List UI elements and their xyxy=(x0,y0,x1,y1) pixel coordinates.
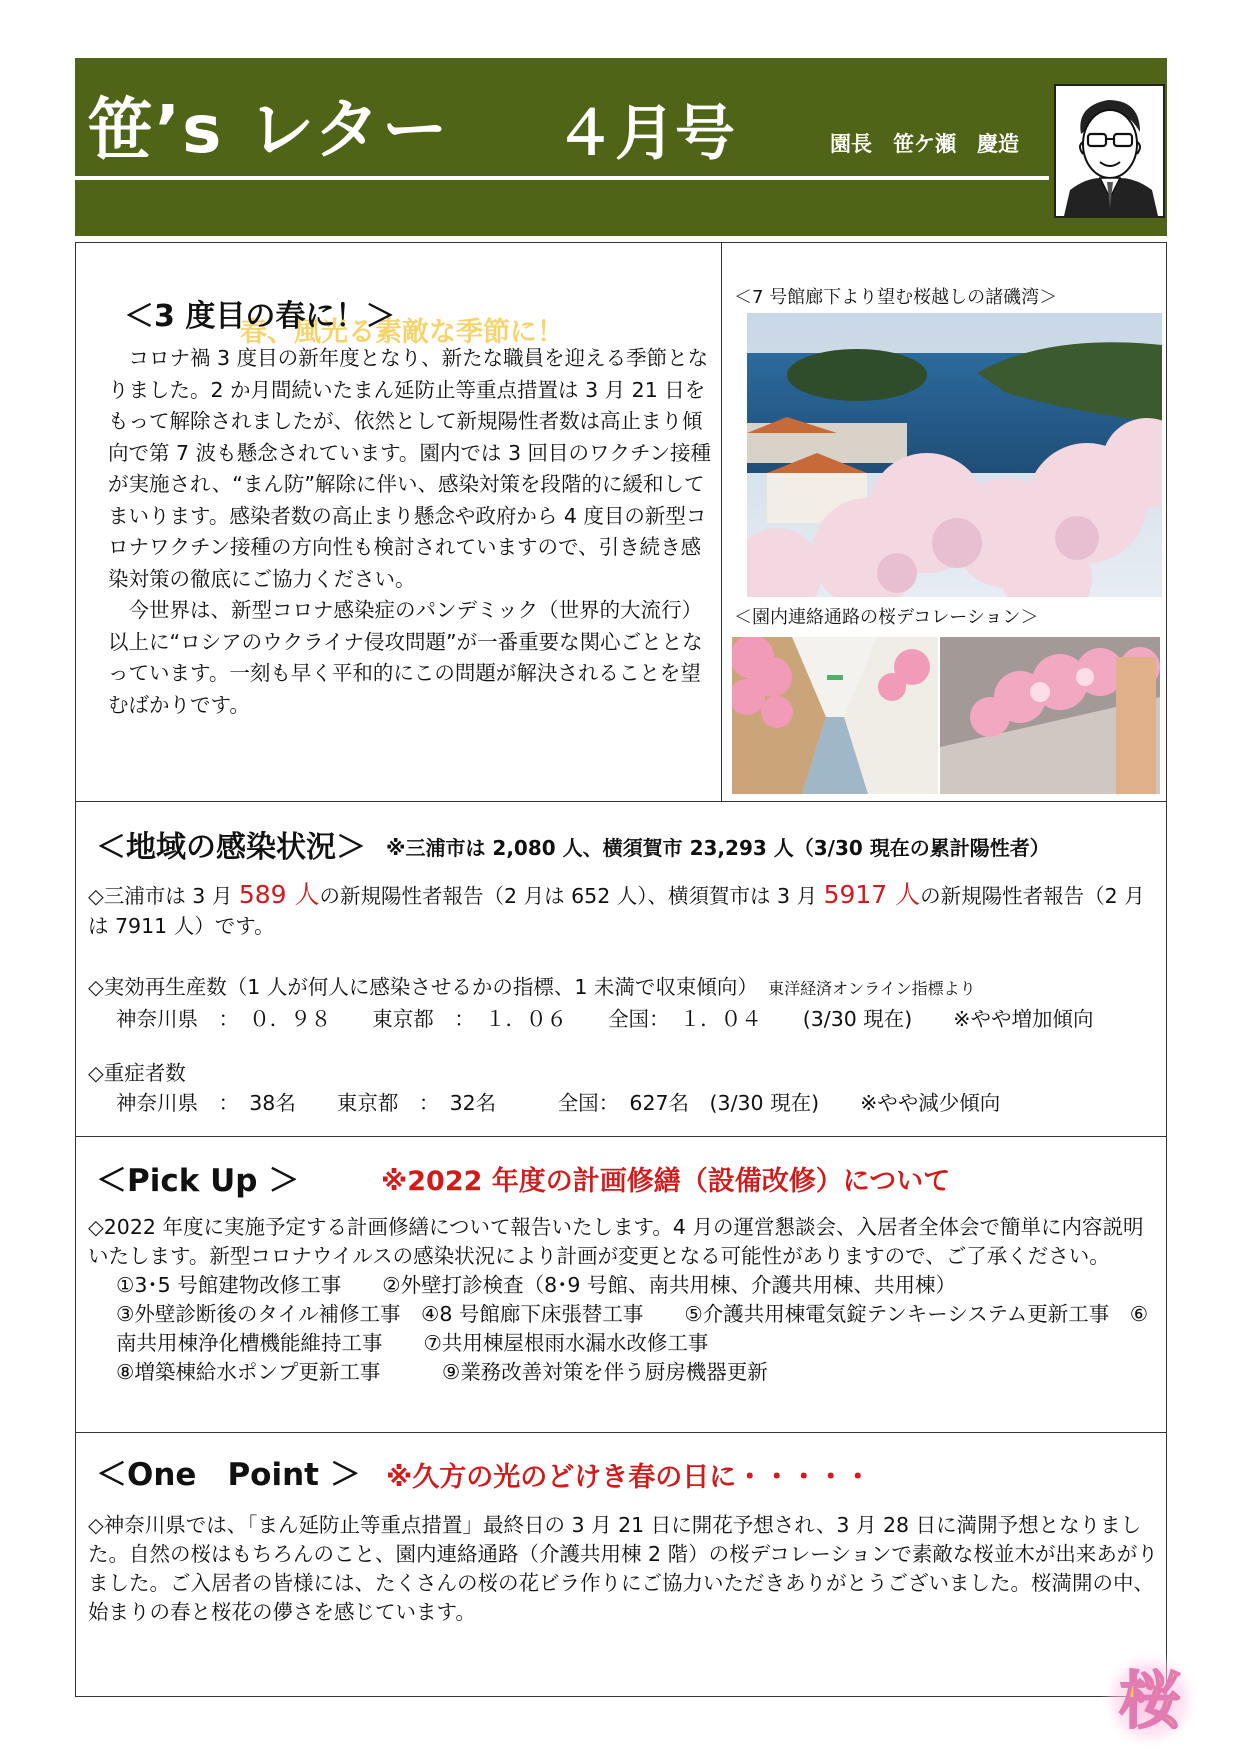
pickup-intro-text: ◇2022 年度に実施予定する計画修繕について報告いたします。4 月の運営懇談会、入居者全体会で簡単に内容説明いたします。新型コロナウイルスの感染状況により計画が変更となる可能性がありますので、ご了承ください。 xyxy=(88,1215,1144,1268)
severe-cases-bullet xyxy=(88,1058,1158,1118)
yokosuka-cases-value: 5917 人 xyxy=(823,880,921,909)
reproduction-number-bullet xyxy=(88,972,1158,1034)
intro-section xyxy=(75,242,722,802)
bay-cherry-blossom-photo xyxy=(747,313,1162,597)
onepoint-section xyxy=(75,1432,1167,1697)
intro-heading: ＜3 度目の春に！＞ xyxy=(124,299,396,334)
photo-caption-bay: ＜7 号館廊下より望む桜越しの諸磯湾＞ xyxy=(734,287,1058,308)
corridor-decoration-photo-1 xyxy=(732,637,938,794)
severe-cases-values: 神奈川県 ： 38名 東京都 ： 32名 全国： 627名 (3/30 現在) ※やや減少傾向 xyxy=(116,1091,1001,1115)
pickup-items-2: ③外壁診断後のタイル補修工事 ④8 号館廊下床張替工事 ⑤介護共用棟電気錠テンキーシステム更新工事 ⑥南共用棟浄化槽機能維持工事 ⑦共用棟屋根雨水漏水改修工事 xyxy=(116,1302,1149,1355)
portrait-sketch-icon xyxy=(1056,86,1163,216)
issue-number: ４月号 xyxy=(555,99,735,169)
new-cases-text-3: の新規陽性者報告（2 月は 7911 人）です。 xyxy=(88,884,1145,938)
miura-cases-value: 589 人 xyxy=(238,880,320,909)
intro-paragraph-1: コロナ禍 3 度目の新年度となり、新たな職員を迎える季節となりました。2 か月間続いたまん延防止等重点措置は 3 月 21 日をもって解除されましたが、依然として新規陽性者数は高止まり傾向で第 7 波も懸念されています。園内では 3 回目のワクチン接種が実施され、“まん防”解除に伴い、感染対策を段階的に緩和してまいります。感染者数の高止まり懸念や政府から 4 度目の新型コロナワクチン接種の方向性も検討されていますので、引き続き感染対策の徹底にご協力ください。 xyxy=(108,346,711,591)
pickup-items-1: ①3･5 号館建物改修工事 ②外壁打診検査（8･9 号館、南共用棟、介護共用棟、共用棟） xyxy=(116,1273,956,1297)
onepoint-heading: ＜One Point ＞ xyxy=(96,1457,361,1493)
subtitle: 春、風光る素敵な季節に！ xyxy=(240,317,564,348)
author-portrait-illustration xyxy=(1054,84,1165,218)
photo-area xyxy=(722,242,1167,802)
decoration-photo-icon xyxy=(940,637,1160,794)
photo-caption-decoration: ＜園内連絡通路の桜デコレーション＞ xyxy=(734,607,1039,628)
sakura-glow-icon xyxy=(1100,1650,1200,1750)
intro-paragraph-2: 今世界は、新型コロナ感染症のパンデミック（世界的大流行）以上に“ロシアのウクライナ侵攻問題”が一番重要な関心ごととなっています。一刻も早く平和的にこの問題が解決されることを望むばかりです。 xyxy=(108,598,703,717)
bay-photo-icon xyxy=(747,313,1162,597)
pickup-body xyxy=(88,1213,1158,1387)
corridor-photo-icon xyxy=(732,637,938,794)
reproduction-title: ◇実効再生産数（1 人が何人に感染させるかの指標、1 未満で収束傾向） xyxy=(88,975,748,999)
infection-heading: ＜地域の感染状況＞ xyxy=(96,830,366,865)
onepoint-topic: ※久方の光のどけき春の日に・・・・・ xyxy=(386,1462,872,1493)
reproduction-source: 東洋経済オンライン指標より xyxy=(768,979,976,998)
pickup-heading: ＜Pick Up ＞ xyxy=(96,1163,300,1199)
corridor-decoration-photo-2 xyxy=(940,637,1160,794)
pickup-section xyxy=(75,1136,1167,1433)
infection-cumulative-note: ※三浦市は 2,080 人、横須賀市 23,293 人（3/30 現在の累計陽性者） xyxy=(386,836,1050,860)
reproduction-values: 神奈川県 ： ０．９８ 東京都 ： １．０６ 全国： １．０４ (3/30 現在) ※やや増加傾向 xyxy=(116,1007,1094,1031)
pickup-items-3: ⑧増築棟給水ポンプ更新工事 ⑨業務改善対策を伴う厨房機器更新 xyxy=(116,1360,768,1384)
onepoint-body: ◇神奈川県では、「まん延防止等重点措置」最終日の 3 月 21 日に開花予想され、3 月 28 日に満開予想となりました。自然の桜はもちろんのこと、園内連絡通路（介護共用棟 2 階）の桜デコレーションで素敵な桜並木が出来あがりました。ご入居者の皆様には、たくさんの桜の花ビラ作りにご協力いただきありがとうございました。桜満開の中、始まりの春と桜花の儚さを感じています。 xyxy=(88,1513,1158,1624)
severe-cases-title: ◇重症者数 xyxy=(88,1061,186,1085)
regional-infection-section xyxy=(75,801,1167,1137)
pickup-topic: ※2022 年度の計画修繕（設備改修）について xyxy=(381,1166,951,1197)
new-cases-bullet xyxy=(88,880,1158,941)
sakura-stamp xyxy=(1100,1650,1200,1750)
sakura-character: 桜 xyxy=(1118,1664,1182,1737)
intro-body xyxy=(108,343,713,721)
new-cases-text-1: ◇三浦市は 3 月 xyxy=(88,884,239,908)
newsletter-title: 笹’s レター xyxy=(87,91,450,168)
new-cases-text-2: の新規陽性者報告（2 月は 652 人）、横須賀市は 3 月 xyxy=(319,884,824,908)
header-title-band xyxy=(75,58,1049,176)
author-name: 園長 笹ケ瀬 慶造 xyxy=(830,132,1019,156)
